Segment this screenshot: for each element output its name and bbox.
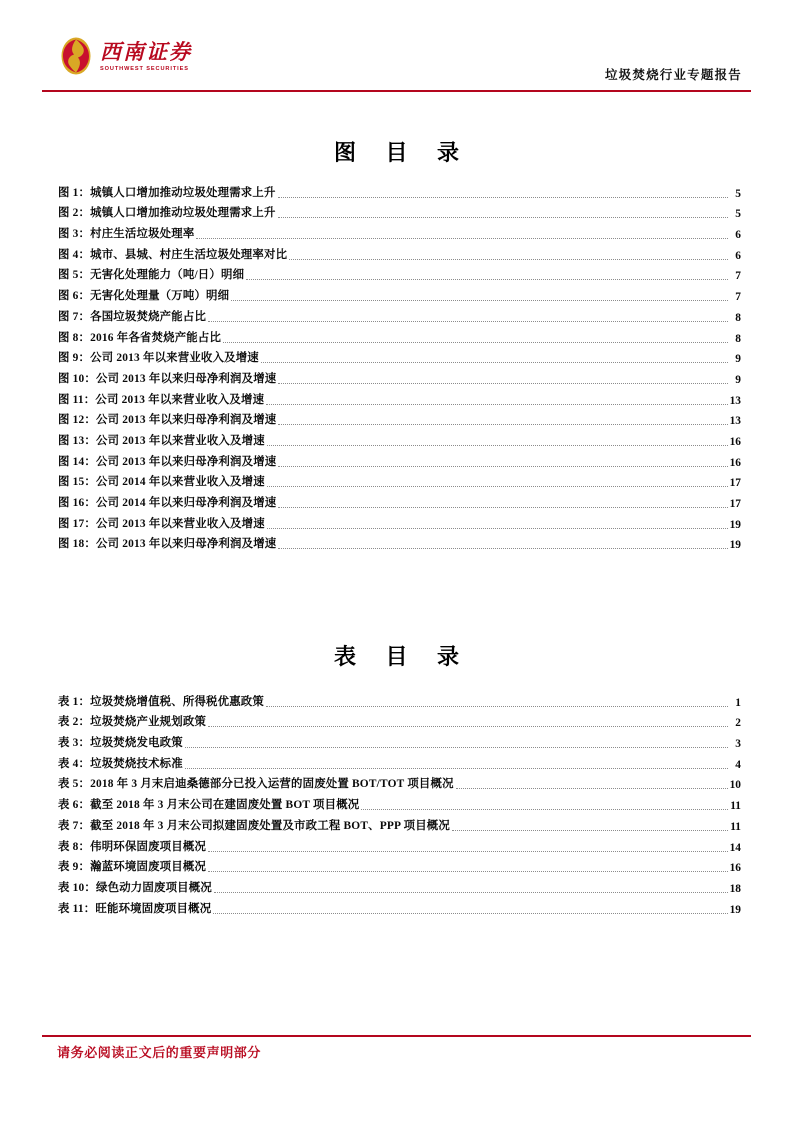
table-toc-entry-page-number: 11 — [730, 820, 741, 833]
table-toc-entry-label: 表 4：垃圾焚烧技术标准 — [58, 757, 183, 770]
figure-toc-entry-label: 图 11：公司 2013 年以来营业收入及增速 — [58, 393, 265, 406]
table-toc-entry-label: 表 7：截至 2018 年 3 月末公司拟建固废处置及市政工程 BOT、PPP 项目概况 — [58, 819, 450, 832]
figure-toc-entry-label: 图 16：公司 2014 年以来归母净利润及增速 — [58, 497, 277, 509]
table-toc-entry[interactable] — [58, 712, 741, 733]
table-toc-entry[interactable] — [58, 691, 741, 712]
table-toc-entry-page-number: 16 — [729, 862, 741, 875]
table-toc-entry-label: 表 6：截至 2018 年 3 月末公司在建固废处置 BOT 项目概况 — [58, 799, 360, 812]
dot-leader — [267, 527, 728, 529]
figure-toc-entry-label: 图 17：公司 2013 年以来营业收入及增速 — [58, 517, 265, 530]
figure-toc-entry-page-number: 5 — [735, 187, 741, 200]
table-toc-entry-page-number: 19 — [729, 903, 741, 916]
figure-toc-entry-page-number: 6 — [735, 229, 741, 242]
table-toc-entry-page-number: 18 — [729, 882, 741, 895]
table-toc-entry-label: 表 10：绿色动力固废项目概况 — [58, 881, 212, 894]
dot-leader — [185, 746, 728, 748]
dot-leader — [267, 444, 728, 446]
dot-leader — [278, 216, 728, 218]
figure-toc-entry[interactable] — [58, 265, 741, 286]
figure-toc-entry-page-number: 19 — [729, 539, 741, 552]
dot-leader — [208, 870, 728, 872]
table-toc-entry[interactable] — [58, 877, 741, 898]
figure-toc-entry[interactable] — [58, 244, 741, 265]
figure-toc-entry-page-number: 13 — [729, 415, 741, 428]
figure-toc-entry-label: 图 1：城镇人口增加推动垃圾处理需求上升 — [58, 186, 276, 199]
figure-toc-entry-label: 图 15：公司 2014 年以来营业收入及增速 — [58, 476, 265, 489]
report-title: 垃圾焚烧行业专题报告 — [604, 68, 742, 82]
figure-toc-entry-label: 图 10：公司 2013 年以来归母净利润及增速 — [58, 372, 277, 385]
figure-toc-entry-label: 图 12：公司 2013 年以来归母净利润及增速 — [58, 414, 277, 427]
figure-toc-entry-label: 图 3：村庄生活垃圾处理率 — [58, 228, 195, 241]
figure-toc-entry[interactable] — [58, 223, 741, 244]
figure-toc-entry-label: 图 13：公司 2013 年以来营业收入及增速 — [58, 434, 265, 447]
figure-toc-entry-page-number: 17 — [729, 477, 741, 490]
figure-toc-entry[interactable] — [58, 368, 741, 389]
table-toc-entry[interactable] — [58, 836, 741, 857]
figure-toc-entry-page-number: 9 — [735, 373, 741, 386]
figure-toc-entry[interactable] — [58, 534, 741, 555]
figure-contents-heading: 图 目 录 — [333, 140, 471, 165]
figure-toc-entry-page-number: 19 — [729, 518, 741, 531]
dot-leader — [214, 891, 728, 893]
table-toc-entry[interactable] — [58, 898, 741, 919]
figure-toc-entry-page-number: 8 — [735, 332, 741, 345]
dot-leader — [456, 787, 728, 789]
dot-leader — [196, 237, 728, 239]
figure-toc-entry-page-number: 7 — [735, 291, 741, 304]
figure-toc-entry[interactable] — [58, 306, 741, 327]
dot-leader — [278, 382, 728, 384]
figure-toc-entry[interactable] — [58, 389, 741, 410]
dot-leader — [208, 320, 728, 322]
figure-toc-entry[interactable] — [58, 410, 741, 431]
table-toc-entry-page-number: 2 — [735, 717, 741, 730]
table-toc-entry-page-number: 1 — [735, 696, 741, 709]
figure-toc-entry-label: 图 6：无害化处理量（万吨）明细 — [58, 290, 230, 303]
figure-toc-entry[interactable] — [58, 182, 741, 203]
figure-toc-entry-page-number: 9 — [735, 353, 741, 366]
figure-toc-entry-page-number: 13 — [729, 394, 741, 407]
figure-toc-entry[interactable] — [58, 492, 741, 513]
figure-toc-entry-page-number: 5 — [735, 208, 741, 221]
figure-toc-entry-label: 图 14：公司 2013 年以来归母净利润及增速 — [58, 455, 277, 468]
footer-divider — [42, 1035, 751, 1037]
figure-toc-entry[interactable] — [58, 513, 741, 534]
figure-toc-entry-page-number: 16 — [729, 456, 741, 469]
figure-toc-entry[interactable] — [58, 451, 741, 472]
table-toc-entry-label: 表 11：旺能环境固废项目概况 — [58, 902, 212, 915]
dot-leader — [208, 850, 728, 852]
company-logo — [58, 36, 192, 76]
dot-leader — [261, 361, 728, 363]
dot-leader — [208, 725, 728, 727]
table-toc-entry[interactable] — [58, 774, 741, 795]
table-toc-entry-page-number: 11 — [730, 800, 741, 813]
southwest-securities-emblem-icon — [58, 36, 94, 76]
brand-name-cn: 西南证券 — [100, 39, 192, 64]
figure-toc-entry-label: 图 2：城镇人口增加推动垃圾处理需求上升 — [58, 207, 276, 220]
table-toc-entry[interactable] — [58, 753, 741, 774]
figure-toc-entry[interactable] — [58, 327, 741, 348]
figure-toc-entry-page-number: 16 — [729, 435, 741, 448]
table-toc-entry[interactable] — [58, 815, 741, 836]
figure-toc-entry[interactable] — [58, 285, 741, 306]
page-header — [42, 36, 751, 92]
dot-leader — [278, 423, 728, 425]
figure-toc-entry[interactable] — [58, 203, 741, 224]
table-toc-entry-label: 表 8：伟明环保固废项目概况 — [58, 840, 207, 853]
dot-leader — [266, 705, 728, 707]
table-toc-entry-page-number: 3 — [735, 738, 741, 751]
dot-leader — [289, 258, 728, 260]
dot-leader — [278, 547, 728, 549]
figure-toc-entry-page-number: 8 — [735, 311, 741, 324]
dot-leader — [278, 506, 728, 508]
header-divider — [42, 90, 751, 92]
figure-toc-entry-label: 图 9：公司 2013 年以来营业收入及增速 — [58, 352, 259, 365]
dot-leader — [185, 767, 728, 769]
figure-contents-list — [58, 182, 741, 554]
table-toc-entry-label: 表 3：垃圾焚烧发电政策 — [58, 737, 183, 750]
table-toc-entry-label: 表 9：瀚蓝环境固废项目概况 — [58, 861, 207, 874]
dot-leader — [267, 485, 728, 487]
figure-toc-entry-page-number: 6 — [735, 249, 741, 262]
figure-toc-entry-label: 图 18：公司 2013 年以来归母净利润及增速 — [58, 538, 277, 551]
brand-name-en: SOUTHWEST SECURITIES — [100, 65, 189, 72]
figure-toc-entry-page-number: 17 — [729, 498, 741, 510]
table-toc-entry[interactable] — [58, 732, 741, 753]
table-toc-entry[interactable] — [58, 794, 741, 815]
dot-leader — [246, 278, 728, 280]
figure-toc-entry[interactable] — [58, 430, 741, 451]
figure-toc-entry-label: 图 8：2016 年各省焚烧产能占比 — [58, 331, 222, 344]
figure-toc-entry[interactable] — [58, 472, 741, 493]
dot-leader — [278, 465, 728, 467]
figure-toc-entry-label: 图 5：无害化处理能力（吨/日）明细 — [58, 269, 245, 282]
table-toc-entry-page-number: 14 — [729, 841, 741, 854]
figure-toc-entry-page-number: 7 — [735, 270, 741, 283]
dot-leader — [213, 912, 728, 914]
dot-leader — [361, 808, 728, 810]
dot-leader — [278, 196, 728, 198]
dot-leader — [231, 299, 728, 301]
table-toc-entry[interactable] — [58, 857, 741, 878]
dot-leader — [452, 829, 728, 831]
table-toc-entry-page-number: 10 — [729, 779, 741, 792]
footer-disclaimer: 请务必阅读正文后的重要声明部分 — [57, 1045, 262, 1060]
dot-leader — [266, 403, 728, 405]
table-toc-entry-label: 表 2：垃圾焚烧产业规划政策 — [58, 716, 207, 729]
table-contents-heading: 表 目 录 — [333, 644, 471, 669]
table-contents-list — [58, 691, 741, 919]
table-toc-entry-label: 表 1：垃圾焚烧增值税、所得税优惠政策 — [58, 695, 264, 708]
figure-toc-entry-label: 图 4：城市、县城、村庄生活垃圾处理率对比 — [58, 248, 288, 261]
figure-toc-entry[interactable] — [58, 348, 741, 369]
figure-toc-entry-label: 图 7：各国垃圾焚烧产能占比 — [58, 310, 207, 323]
table-toc-entry-page-number: 4 — [735, 758, 741, 771]
dot-leader — [223, 341, 728, 343]
brand-wordmark — [100, 40, 192, 73]
table-toc-entry-label: 表 5：2018 年 3 月末启迪桑德部分已投入运营的固废处置 BOT/TOT 项目概况 — [58, 778, 454, 791]
